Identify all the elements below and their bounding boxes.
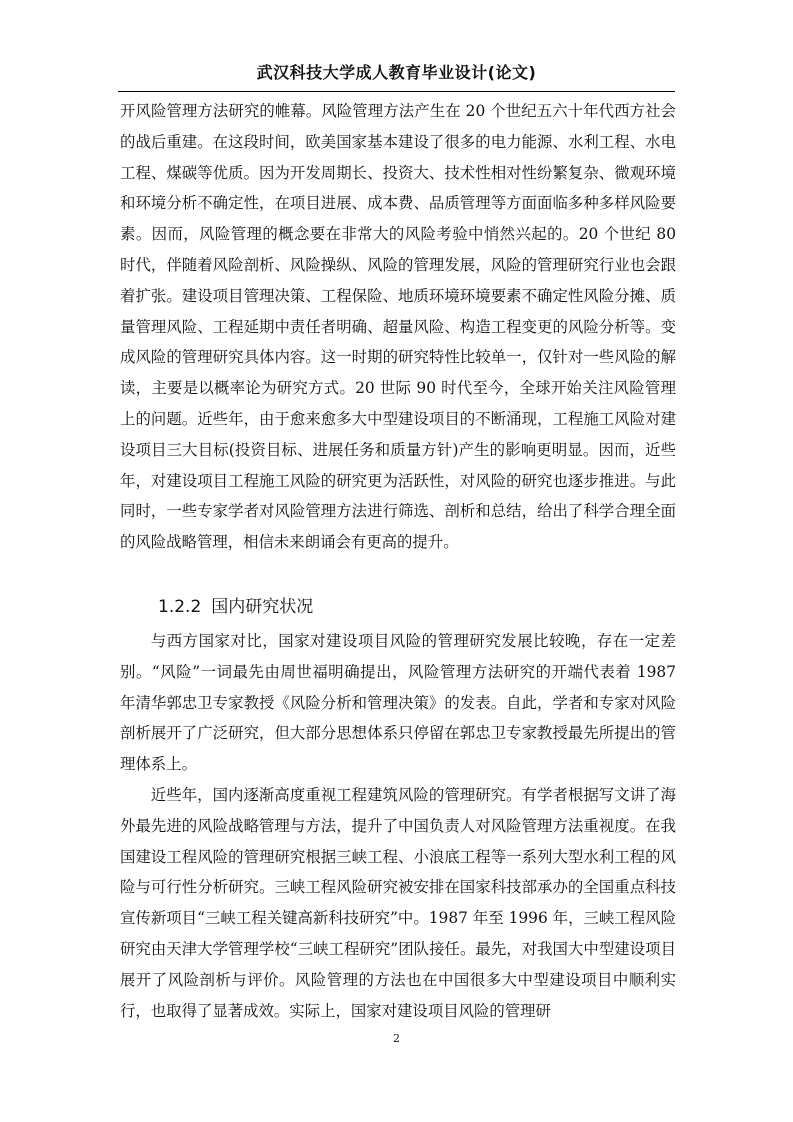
section-heading [158, 592, 313, 617]
body-text-top [120, 96, 676, 558]
section-number: 1.2.2 [158, 597, 202, 617]
body-text-bottom [120, 626, 676, 1026]
page-header-title: 武汉科技大学成人教育毕业设计(论文) [256, 63, 537, 82]
header-rule [118, 91, 675, 92]
page-number: 2 [393, 1032, 400, 1045]
paragraph: 近些年，国内逐渐高度重视工程建筑风险的管理研究。有学者根据写文讲了海外最先进的风险战略管理与方法，提升了中国负责人对风险管理方法重视度。在我国建设工程风险的管理研究根据三峡工程、小浪底工程等一系列大型水利工程的风险与可行性分析研究。三峡工程风险研究被安排在国家科技部承办的全国重点科技宣传新项目“三峡工程关键高新科技研究”中。1987 年至 1996 年，三峡工程风险研究由天津大学管理学校“三峡工程研究”团队接任。最先，对我国大中型建设项目展开了风险剖析与评价。风险管理的方法也在中国很多大中型建设项目中顺利实行，也取得了显著成效。实际上，国家对建设项目风险的管理研 [120, 785, 676, 1020]
paragraph: 开风险管理方法研究的帷幕。风险管理方法产生在 20 个世纪五六十年代西方社会的战后重建。在这段时间，欧美国家基本建设了很多的电力能源、水利工程、水电工程、煤碳等优质。因为开发周期长、投资大、技术性相对性纷繁复杂、微观环境和环境分析不确定性，在项目进展、成本费、品质管理等方面面临多种多样风险要素。因而，风险管理的概念要在非常大的风险考验中悄然兴起的。20 个世纪 80 时代，伴随着风险剖析、风险操纵、风险的管理发展，风险的管理研究行业也会跟着扩张。建设项目管理决策、工程保险、地质环境环境要素不确定性风险分摊、质量管理风险、工程延期中责任者明确、超量风险、构造工程变更的风险分析等。变成风险的管理研究具体内容。这一时期的研究特性比较单一，仅针对一些风险的解读，主要是以概率论为研究方式。20 世际 90 时代至今，全球开始关注风险管理上的问题。近些年，由于愈来愈多大中型建设项目的不断涌现，工程施工风险对建设项目三大目标(投资目标、进展任务和质量方针)产生的影响更明显。因而，近些年，对建设项目工程施工风险的研究更为活跃性，对风险的研究也逐步推进。与此同时，一些专家学者对风险管理方法进行筛选、剖析和总结，给出了科学合理全面的风险战略管理，相信未来朗诵会有更高的提升。 [120, 102, 676, 552]
paragraph: 与西方国家对比，国家对建设项目风险的管理研究发展比较晚，存在一定差别。“风险”一词最先由周世福明确提出，风险管理方法研究的开端代表着 1987 年清华郭忠卫专家教授《风险分析和管理决策》的发表。自此，学者和专家对风险剖析展开了广泛研究，但大部分思想体系只停留在郭忠卫专家教授最先所提出的管理体系上。 [120, 632, 676, 774]
section-title: 国内研究状况 [211, 597, 314, 617]
